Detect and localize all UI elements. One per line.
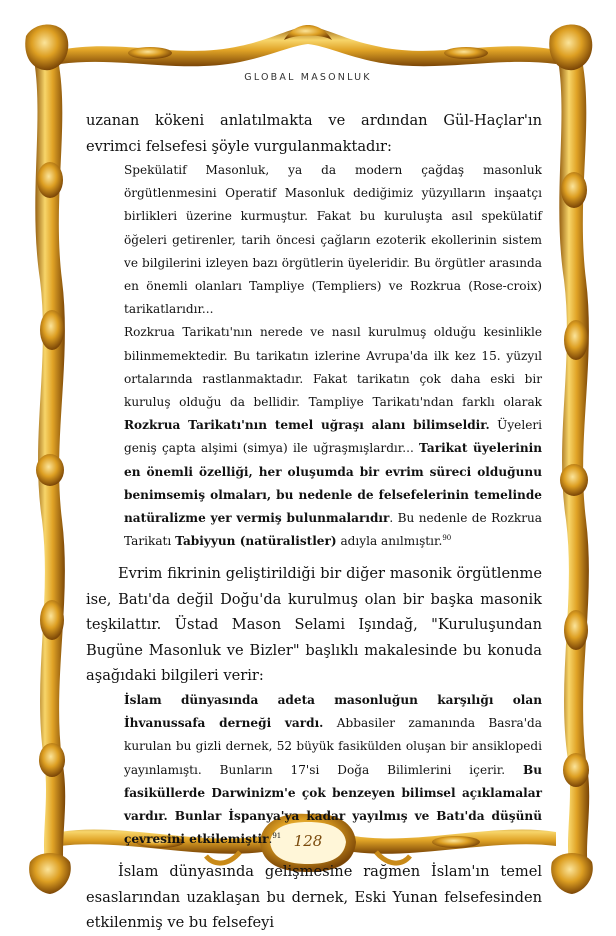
frame-left-column (25, 24, 71, 894)
block-quote-2 (124, 321, 542, 553)
text-block (86, 108, 542, 936)
running-head: GLOBAL MASONLUK (244, 72, 372, 83)
quote-text: Üyeleri geniş çapta alşimi (simya) ile uğraşmışlardır... (124, 418, 543, 456)
quote-text: . (268, 832, 273, 847)
footnote-ref-91[interactable]: 91 (272, 832, 282, 841)
quote-bold: Tarikat üyelerinin en önemli özelliği, her oluşumda bir evrim süreci olduğunu benimsemiş olmaları, bu nedenle de felsefelerinin temelinde natüralizme yer vermiş bulunmalarıdır (124, 441, 542, 526)
paragraph-ihvanussafa: İslam dünyasında gelişmesine rağmen İslam'ın temel esaslarından uzaklaşan bu dernek, Eski Yunan felsefesinden etkilenmiş ve bu felsefeyi (86, 863, 542, 932)
page-number: 128 (293, 832, 323, 850)
quote-bold: Bu fasiküllerde Darwinizm'e çok benzeyen bilimsel açıklamalar vardır. Bunlar İspanya'ya kadar yayılmış ve Batı'da düşünü çevresini etkilemiştir (124, 762, 542, 847)
quote-text: adıyla anılmıştır. (336, 534, 443, 549)
quote-bold: İslam dünyasında adeta masonluğun karşılığı olan İhvanussafa derneği vardı. (124, 692, 542, 731)
quote-text: Rozkrua Tarikatı'nın nerede ve nasıl kurulmuş olduğu kesinlikle bilinmemektedir. Bu tarikatın izlerine Avrupa'da ilk kez 15. yüzyıl ortalarında rastlanmaktadır. Fakat tarikatın çok daha eski bir kuruluş olduğu da bellidir. Tampliye Tarikatı'ndan farklı olarak (124, 325, 542, 410)
footnote-ref-90[interactable]: 90 (442, 534, 452, 543)
quote-text: . Bu nedenle de Rozkrua Tarikatı (124, 511, 542, 549)
block-quote-3 (124, 689, 542, 851)
quote-bold: Rozkrua Tarikatı'nın temel uğraşı alanı bilimseldir. (124, 418, 490, 433)
quote-bold: Tabiyyun (natüralistler) (175, 534, 337, 549)
block-quote-1: Spekülatif Masonluk, ya da modern çağdaş masonluk örgütlenmesini Operatif Masonluk dediğimiz yüzyılların inşaatçı birlikleri üzerine kurmuştur. Fakat bu kuruluşta asıl spekülatif öğeleri getirenler, tarih öncesi çağların ezoterik ekollerinin sistem ve bilgilerini izleyen bazı örgütlerin üyeleridir. Bu örgütler arasında en önemli olanları Tampliye (Templiers) ve Rozkrua (Rose-croix) tarikatlarıdır... (124, 163, 542, 317)
paragraph-intro: uzanan kökeni anlatılmakta ve ardından Gül-Haçlar'ın evrimci felsefesi şöyle vurgulanmaktadır: (86, 112, 542, 155)
frame-top-rail (60, 25, 556, 66)
paragraph-evolution: Evrim fikrinin geliştirildiği bir diğer masonik örgütlenme ise, Batı'da değil Doğu'da kurulmuş olan bir başka masonik teşkilattır. Üstad Mason Selami Işındağ, "Kuruluşundan Bugüne Masonluk ve Bizler" başlıklı makalesinde bu konuda aşağıdaki bilgileri verir: (86, 565, 542, 685)
quote-text: Abbasiler zamanında Basra'da kurulan bu gizli dernek, 52 büyük fasikülden oluşan bir ansiklopedi yayınlamıştı. Bunların 17'si Doğa Bilimlerini içerir. (124, 716, 542, 777)
frame-right-column (549, 24, 593, 894)
